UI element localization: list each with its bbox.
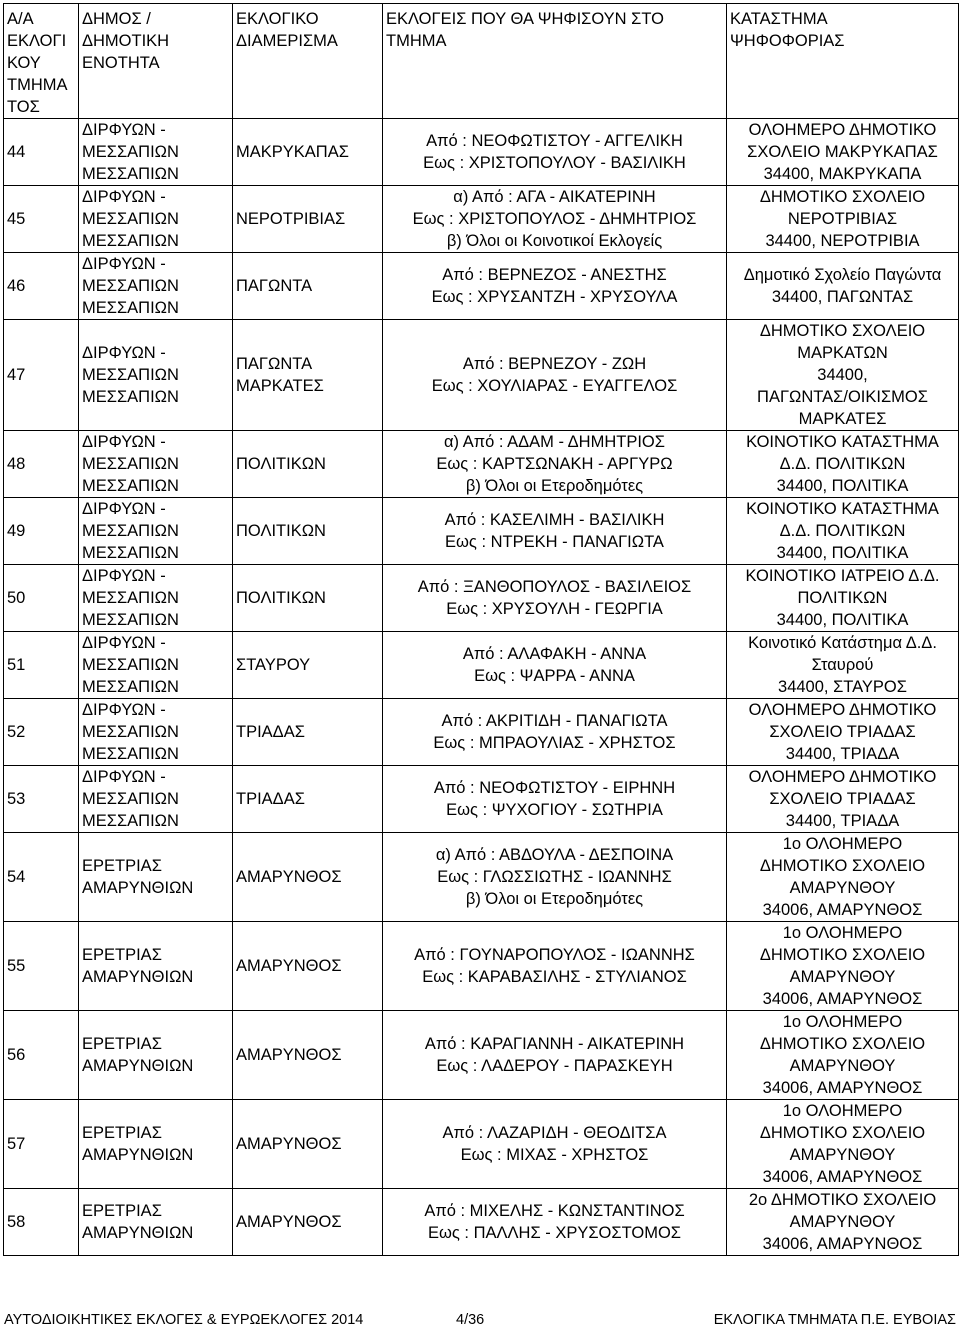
cell-line: Από : ΒΕΡΝΕΖΟΣ - ΑΝΕΣΤΗΣ [442,266,667,284]
electoral-district-cell [233,320,383,431]
cell-line: 34400, ΜΑΚΡΥΚΑΠΑ [763,165,922,183]
table-row [4,699,959,766]
cell-line: 34400, ΣΤΑΥΡΟΣ [778,678,907,696]
electoral-district-cell [233,1100,383,1189]
table-row [4,320,959,431]
cell-line: 34006, ΑΜΑΡΥΝΘΟΣ [762,901,923,919]
section-number-cell: 50 [4,565,79,632]
cell-line: Εως : ΧΡΙΣΤΟΠΟΥΛΟΣ - ΔΗΜΗΤΡΙΟΣ [412,210,697,228]
cell-line: ΚΑΤΑΣΤΗΜΑ [730,10,828,28]
municipality-cell [79,1100,233,1189]
polling-station-cell [727,699,959,766]
voters-range-cell [383,922,727,1011]
electoral-district-cell [233,766,383,833]
municipality-cell [79,119,233,186]
section-number-cell: 55 [4,922,79,1011]
cell-line: 34006, ΑΜΑΡΥΝΘΟΣ [762,1235,923,1253]
footer-title: ΑΥΤΟΔΙΟΙΚΗΤΙΚΕΣ ΕΚΛΟΓΕΣ & ΕΥΡΩΕΚΛΟΓΕΣ 2014 [4,1312,364,1328]
table-row [4,766,959,833]
cell-line: ΔΙΡΦΥΩΝ - [82,701,166,719]
municipality-cell [79,320,233,431]
header-polling-station [727,4,959,119]
section-number-cell: 53 [4,766,79,833]
electoral-district-cell [233,253,383,320]
cell-line: ΠΟΛΙΤΙΚΩΝ [236,589,326,607]
polling-station-cell [727,320,959,431]
cell-line: α) Από : ΑΓΑ - ΑΙΚΑΤΕΡΙΝΗ [453,188,656,206]
cell-line: Δ.Δ. ΠΟΛΙΤΙΚΩΝ [779,522,906,540]
cell-line: ΣΧΟΛΕΙΟ ΤΡΙΑΔΑΣ [769,723,916,741]
cell-line: ΜΕΣΣΑΠΙΩΝ [82,812,179,830]
electoral-district-cell [233,699,383,766]
cell-line: Σταυρού [811,656,874,674]
cell-line: ΠΑΓΩΝΤΑ [236,277,313,295]
cell-line: ΜΑΡΚΑΤΩΝ [797,344,888,362]
cell-line: ΜΕΣΣΑΠΙΩΝ [82,790,179,808]
cell-line: ΑΜΑΡΥΝΘΟΣ [236,1135,342,1153]
cell-line: ΔΗΜΟΤΙΚΟ ΣΧΟΛΕΙΟ [759,1124,926,1142]
cell-line: ΜΕΣΣΑΠΙΩΝ [82,388,179,406]
cell-line: ΔΙΡΦΥΩΝ - [82,188,166,206]
cell-line: Εως : ΓΛΩΣΣΙΩΤΗΣ - ΙΩΑΝΝΗΣ [437,868,672,886]
cell-line: Δημοτικό Σχολείο Παγώντα [743,266,942,284]
section-number-cell: 47 [4,320,79,431]
cell-line: ΕΡΕΤΡΙΑΣ [82,1124,162,1142]
cell-line: Από : ΚΑΣΕΛΙΜΗ - ΒΑΣΙΛΙΚΗ [444,511,665,529]
cell-line: ΚΟΙΝΟΤΙΚΟ ΙΑΤΡΕΙΟ Δ.Δ. [745,567,940,585]
cell-line: ΨΗΦΟΦΟΡΙΑΣ [730,32,845,50]
cell-line: α) Από : ΑΔΑΜ - ΔΗΜΗΤΡΙΟΣ [444,433,665,451]
cell-line: ΜΕΣΣΑΠΙΩΝ [82,723,179,741]
section-number-cell: 49 [4,498,79,565]
voters-range-cell [383,253,727,320]
table-row [4,253,959,320]
voters-range-cell [383,1100,727,1189]
cell-line: ΠΑΓΩΝΤΑΣ/ΟΙΚΙΣΜΟΣ [757,388,928,406]
cell-line: 2ο ΔΗΜΟΤΙΚΟ ΣΧΟΛΕΙΟ [748,1191,937,1209]
header-voters [383,4,727,119]
cell-line: ΔΙΡΦΥΩΝ - [82,768,166,786]
cell-line: Εως : ΧΡΙΣΤΟΠΟΥΛΟΥ - ΒΑΣΙΛΙΚΗ [423,154,686,172]
cell-line: ΕΚΛΟΓΙΚΟ [236,10,319,28]
cell-line: ΠΟΛΙΤΙΚΩΝ [236,455,326,473]
voters-range-cell [383,186,727,253]
cell-line: Από : ΝΕΟΦΩΤΙΣΤΟΥ - ΕΙΡΗΝΗ [433,779,676,797]
voters-range-cell [383,498,727,565]
cell-line: 34400, ΤΡΙΑΔΑ [785,745,900,763]
cell-line: ΠΟΛΙΤΙΚΩΝ [797,589,888,607]
cell-line: β) Όλοι οι Ετεροδημότες [465,477,644,495]
cell-line: 34006, ΑΜΑΡΥΝΘΟΣ [762,1168,923,1186]
cell-line: ΜΕΣΣΑΠΙΩΝ [82,544,179,562]
table-row [4,1011,959,1100]
electoral-district-cell [233,632,383,699]
municipality-cell [79,431,233,498]
cell-line: ΜΕΣΣΑΠΙΩΝ [82,165,179,183]
cell-line: 34400, ΠΟΛΙΤΙΚΑ [776,611,909,629]
cell-line: ΤΟΣ [7,98,40,116]
cell-line: ΔΗΜΟΤΙΚΟ ΣΧΟΛΕΙΟ [759,946,926,964]
voters-range-cell [383,699,727,766]
cell-line: ΜΕΣΣΑΠΙΩΝ [82,656,179,674]
cell-line: ΔΙΡΦΥΩΝ - [82,121,166,139]
electoral-district-cell [233,1011,383,1100]
cell-line: ΕΚΛΟΓΕΙΣ ΠΟΥ ΘΑ ΨΗΦΙΣΟΥΝ ΣΤΟ [386,10,664,28]
cell-line: ΤΜΗΜΑ [386,32,447,50]
municipality-cell [79,922,233,1011]
header-municipality [79,4,233,119]
cell-line: Εως : ΚΑΡΤΣΩΝΑΚΗ - ΑΡΓΥΡΩ [436,455,673,473]
cell-line: ΔΗΜΟΤΙΚΗ [82,32,170,50]
polling-station-cell [727,1189,959,1256]
cell-line: 34400, [817,366,868,384]
cell-line: Εως : ΛΑΔΕΡΟΥ - ΠΑΡΑΣΚΕΥΗ [436,1057,673,1075]
section-number-cell: 58 [4,1189,79,1256]
voters-range-cell [383,431,727,498]
municipality-cell [79,565,233,632]
cell-line: ΔΗΜΟΤΙΚΟ ΣΧΟΛΕΙΟ [759,188,926,206]
cell-line: ΤΜΗΜΑ [7,76,68,94]
polling-station-cell [727,766,959,833]
cell-line: ΜΕΣΣΑΠΙΩΝ [82,299,179,317]
voters-range-cell [383,632,727,699]
section-number-cell: 45 [4,186,79,253]
cell-line: ΕΡΕΤΡΙΑΣ [82,1035,162,1053]
cell-line: ΔΙΡΦΥΩΝ - [82,255,166,273]
section-number-cell: 57 [4,1100,79,1189]
municipality-cell [79,1011,233,1100]
voters-range-cell [383,320,727,431]
cell-line: ΑΜΑΡΥΝΘΟΥ [789,879,896,897]
cell-line: ΠΑΓΩΝΤΑ [236,355,313,373]
cell-line: ΑΜΑΡΥΝΘΟΥ [789,1213,896,1231]
table-row [4,186,959,253]
voters-range-cell [383,833,727,922]
cell-line: ΔΙΑΜΕΡΙΣΜΑ [236,32,338,50]
cell-line: 34006, ΑΜΑΡΥΝΘΟΣ [762,990,923,1008]
cell-line: ΕΝΟΤΗΤΑ [82,54,160,72]
cell-line: ΔΙΡΦΥΩΝ - [82,567,166,585]
electoral-district-cell [233,498,383,565]
cell-line: Από : ΒΕΡΝΕΖΟΥ - ΖΩΗ [462,355,647,373]
municipality-cell [79,699,233,766]
table-row [4,922,959,1011]
cell-line: Δ.Δ. ΠΟΛΙΤΙΚΩΝ [779,455,906,473]
polling-station-cell [727,253,959,320]
cell-line: ΑΜΑΡΥΝΘΟΣ [236,1213,342,1231]
cell-line: ΝΕΡΟΤΡΙΒΙΑΣ [787,210,898,228]
table-row [4,498,959,565]
cell-line: ΕΡΕΤΡΙΑΣ [82,857,162,875]
electoral-district-cell [233,922,383,1011]
cell-line: ΤΡΙΑΔΑΣ [236,790,305,808]
cell-line: ΜΕΣΣΑΠΙΩΝ [82,522,179,540]
table-row [4,1189,959,1256]
cell-line: Εως : ΜΙΧΑΣ - ΧΡΗΣΤΟΣ [460,1146,649,1164]
polling-station-cell [727,632,959,699]
cell-line: ΕΚΛΟΓΙ [7,32,67,50]
voters-range-cell [383,1189,727,1256]
section-number-cell: 52 [4,699,79,766]
cell-line: ΟΛΟΗΜΕΡΟ ΔΗΜΟΤΙΚΟ [748,768,937,786]
polling-station-cell [727,119,959,186]
cell-line: ΜΕΣΣΑΠΙΩΝ [82,277,179,295]
cell-line: ΑΜΑΡΥΝΘΟΣ [236,868,342,886]
cell-line: ΑΜΑΡΥΝΘΙΩΝ [82,1224,194,1242]
cell-line: ΜΑΡΚΑΤΕΣ [798,410,887,428]
cell-line: ΜΕΣΣΑΠΙΩΝ [82,455,179,473]
electoral-district-cell [233,186,383,253]
municipality-cell [79,1189,233,1256]
section-number-cell: 56 [4,1011,79,1100]
cell-line: ΜΕΣΣΑΠΙΩΝ [82,745,179,763]
municipality-cell [79,632,233,699]
table-row [4,431,959,498]
cell-line: ΝΕΡΟΤΡΙΒΙΑΣ [236,210,346,228]
cell-line: α) Από : ΑΒΔΟΥΛΑ - ΔΕΣΠΟΙΝΑ [435,846,674,864]
polling-station-cell [727,922,959,1011]
cell-line: ΑΜΑΡΥΝΘΟΣ [236,957,342,975]
cell-line: ΔΙΡΦΥΩΝ - [82,433,166,451]
polling-station-cell [727,1100,959,1189]
cell-line: ΔΗΜΟΤΙΚΟ ΣΧΟΛΕΙΟ [759,857,926,875]
cell-line: ΑΜΑΡΥΝΘΙΩΝ [82,1057,194,1075]
cell-line: 1ο ΟΛΟΗΜΕΡΟ [782,924,903,942]
header-electoral-district [233,4,383,119]
cell-line: ΣΤΑΥΡΟΥ [236,656,311,674]
table-body [4,119,959,1256]
polling-station-cell [727,1011,959,1100]
cell-line: ΕΡΕΤΡΙΑΣ [82,946,162,964]
cell-line: Από : ΓΟΥΝΑΡΟΠΟΥΛΟΣ - ΙΩΑΝΝΗΣ [414,946,695,964]
cell-line: 34400, ΠΑΓΩΝΤΑΣ [771,288,914,306]
cell-line: ΣΧΟΛΕΙΟ ΤΡΙΑΔΑΣ [769,790,916,808]
cell-line: 34400, ΤΡΙΑΔΑ [785,812,900,830]
section-number-cell: 44 [4,119,79,186]
page-number: 4/36 [456,1312,485,1328]
electoral-district-cell [233,565,383,632]
cell-line: Εως : ΨΥΧΟΓΙΟΥ - ΣΩΤΗΡΙΑ [446,801,663,819]
cell-line: ΑΜΑΡΥΝΘΙΩΝ [82,879,194,897]
municipality-cell [79,833,233,922]
cell-line: Α/Α [7,10,34,28]
cell-line: ΔΗΜΟΣ / [82,10,151,28]
polling-station-cell [727,498,959,565]
cell-line: Από : ΝΕΟΦΩΤΙΣΤΟΥ - ΑΓΓΕΛΙΚΗ [426,132,683,150]
cell-line: ΜΕΣΣΑΠΙΩΝ [82,611,179,629]
cell-line: Κοινοτικό Κατάστημα Δ.Δ. [748,634,937,652]
cell-line: ΜΕΣΣΑΠΙΩΝ [82,143,179,161]
municipality-cell [79,186,233,253]
polling-station-cell [727,833,959,922]
table-row [4,119,959,186]
section-number-cell: 54 [4,833,79,922]
cell-line: ΚΟΙΝΟΤΙΚΟ ΚΑΤΑΣΤΗΜΑ [746,500,939,518]
cell-line: ΑΜΑΡΥΝΘΟΥ [789,968,896,986]
electoral-district-cell [233,119,383,186]
section-number-cell: 46 [4,253,79,320]
cell-line: ΜΕΣΣΑΠΙΩΝ [82,366,179,384]
cell-line: Εως : ΚΑΡΑΒΑΣΙΛΗΣ - ΣΤΥΛΙΑΝΟΣ [422,968,687,986]
municipality-cell [79,498,233,565]
cell-line: ΜΑΡΚΑΤΕΣ [236,377,324,395]
cell-line: Από : ΞΑΝΘΟΠΟΥΛΟΣ - ΒΑΣΙΛΕΙΟΣ [417,578,692,596]
cell-line: ΔΙΡΦΥΩΝ - [82,344,166,362]
cell-line: Εως : ΧΟΥΛΙΑΡΑΣ - ΕΥΑΓΓΕΛΟΣ [431,377,678,395]
cell-line: ΟΛΟΗΜΕΡΟ ΔΗΜΟΤΙΚΟ [748,121,937,139]
cell-line: ΑΜΑΡΥΝΘΟΥ [789,1057,896,1075]
page-footer [4,1310,956,1330]
polling-station-cell [727,565,959,632]
cell-line: Εως : ΧΡΥΣΑΝΤΖΗ - ΧΡΥΣΟΥΛΑ [431,288,678,306]
cell-line: ΜΕΣΣΑΠΙΩΝ [82,210,179,228]
cell-line: ΔΗΜΟΤΙΚΟ ΣΧΟΛΕΙΟ [759,322,926,340]
polling-sections-table [3,3,959,1256]
electoral-district-cell [233,833,383,922]
cell-line: 34400, ΠΟΛΙΤΙΚΑ [776,544,909,562]
cell-line: ΣΧΟΛΕΙΟ ΜΑΚΡΥΚΑΠΑΣ [747,143,938,161]
cell-line: ΑΜΑΡΥΝΘΟΣ [236,1046,342,1064]
cell-line: Εως : ΠΑΛΛΗΣ - ΧΡΥΣΟΣΤΟΜΟΣ [428,1224,681,1242]
header-section-number [4,4,79,119]
footer-section-title: ΕΚΛΟΓΙΚΑ ΤΜΗΜΑΤΑ Π.Ε. ΕΥΒΟΙΑΣ [713,1312,956,1328]
cell-line: ΕΡΕΤΡΙΑΣ [82,1202,162,1220]
cell-line: Εως : ΧΡΥΣΟΥΛΗ - ΓΕΩΡΓΙΑ [446,600,663,618]
municipality-cell [79,766,233,833]
electoral-district-cell [233,1189,383,1256]
cell-line: ΟΛΟΗΜΕΡΟ ΔΗΜΟΤΙΚΟ [748,701,937,719]
cell-line: ΤΡΙΑΔΑΣ [236,723,305,741]
section-number-cell: 48 [4,431,79,498]
table-row [4,632,959,699]
cell-line: ΜΑΚΡΥΚΑΠΑΣ [236,143,349,161]
cell-line: Εως : ΜΠΡΑΟΥΛΙΑΣ - ΧΡΗΣΤΟΣ [433,734,676,752]
cell-line: Εως : ΨΑΡΡΑ - ΑΝΝΑ [474,667,635,685]
cell-line: ΔΗΜΟΤΙΚΟ ΣΧΟΛΕΙΟ [759,1035,926,1053]
cell-line: Εως : ΝΤΡΕΚΗ - ΠΑΝΑΓΙΩΤΑ [445,533,664,551]
cell-line: Από : ΑΛΑΦΑΚΗ - ΑΝΝΑ [462,645,647,663]
cell-line: β) Όλοι οι Ετεροδημότες [465,890,644,908]
cell-line: 34400, ΠΟΛΙΤΙΚΑ [776,477,909,495]
cell-line: ΔΙΡΦΥΩΝ - [82,634,166,652]
cell-line: Από : ΜΙΧΕΛΗΣ - ΚΩΝΣΤΑΝΤΙΝΟΣ [424,1202,685,1220]
cell-line: ΑΜΑΡΥΝΘΟΥ [789,1146,896,1164]
voters-range-cell [383,1011,727,1100]
cell-line: ΑΜΑΡΥΝΘΙΩΝ [82,1146,194,1164]
cell-line: ΠΟΛΙΤΙΚΩΝ [236,522,326,540]
cell-line: ΚΟΙΝΟΤΙΚΟ ΚΑΤΑΣΤΗΜΑ [746,433,939,451]
table-row [4,1100,959,1189]
cell-line: Από : ΑΚΡΙΤΙΔΗ - ΠΑΝΑΓΙΩΤΑ [441,712,668,730]
header-row [4,4,959,119]
cell-line: ΜΕΣΣΑΠΙΩΝ [82,589,179,607]
cell-line: ΜΕΣΣΑΠΙΩΝ [82,678,179,696]
polling-station-cell [727,186,959,253]
cell-line: 34006, ΑΜΑΡΥΝΘΟΣ [762,1079,923,1097]
electoral-district-cell [233,431,383,498]
municipality-cell [79,253,233,320]
voters-range-cell [383,766,727,833]
table-row [4,565,959,632]
cell-line: ΜΕΣΣΑΠΙΩΝ [82,232,179,250]
cell-line: 34400, ΝΕΡΟΤΡΙΒΙΑ [765,232,920,250]
cell-line: Από : ΛΑΖΑΡΙΔΗ - ΘΕΟΔΙΤΣΑ [442,1124,667,1142]
cell-line: β) Όλοι οι Κοινοτικοί Εκλογείς [446,232,663,250]
cell-line: ΜΕΣΣΑΠΙΩΝ [82,477,179,495]
cell-line: 1ο ΟΛΟΗΜΕΡΟ [782,1013,903,1031]
cell-line: ΔΙΡΦΥΩΝ - [82,500,166,518]
table-row [4,833,959,922]
voters-range-cell [383,565,727,632]
cell-line: Από : ΚΑΡΑΓΙΑΝΝΗ - ΑΙΚΑΤΕΡΙΝΗ [424,1035,685,1053]
cell-line: 1ο ΟΛΟΗΜΕΡΟ [782,1102,903,1120]
voters-range-cell [383,119,727,186]
section-number-cell: 51 [4,632,79,699]
polling-station-cell [727,431,959,498]
cell-line: ΑΜΑΡΥΝΘΙΩΝ [82,968,194,986]
cell-line: ΚΟΥ [7,54,41,72]
cell-line: 1ο ΟΛΟΗΜΕΡΟ [782,835,903,853]
